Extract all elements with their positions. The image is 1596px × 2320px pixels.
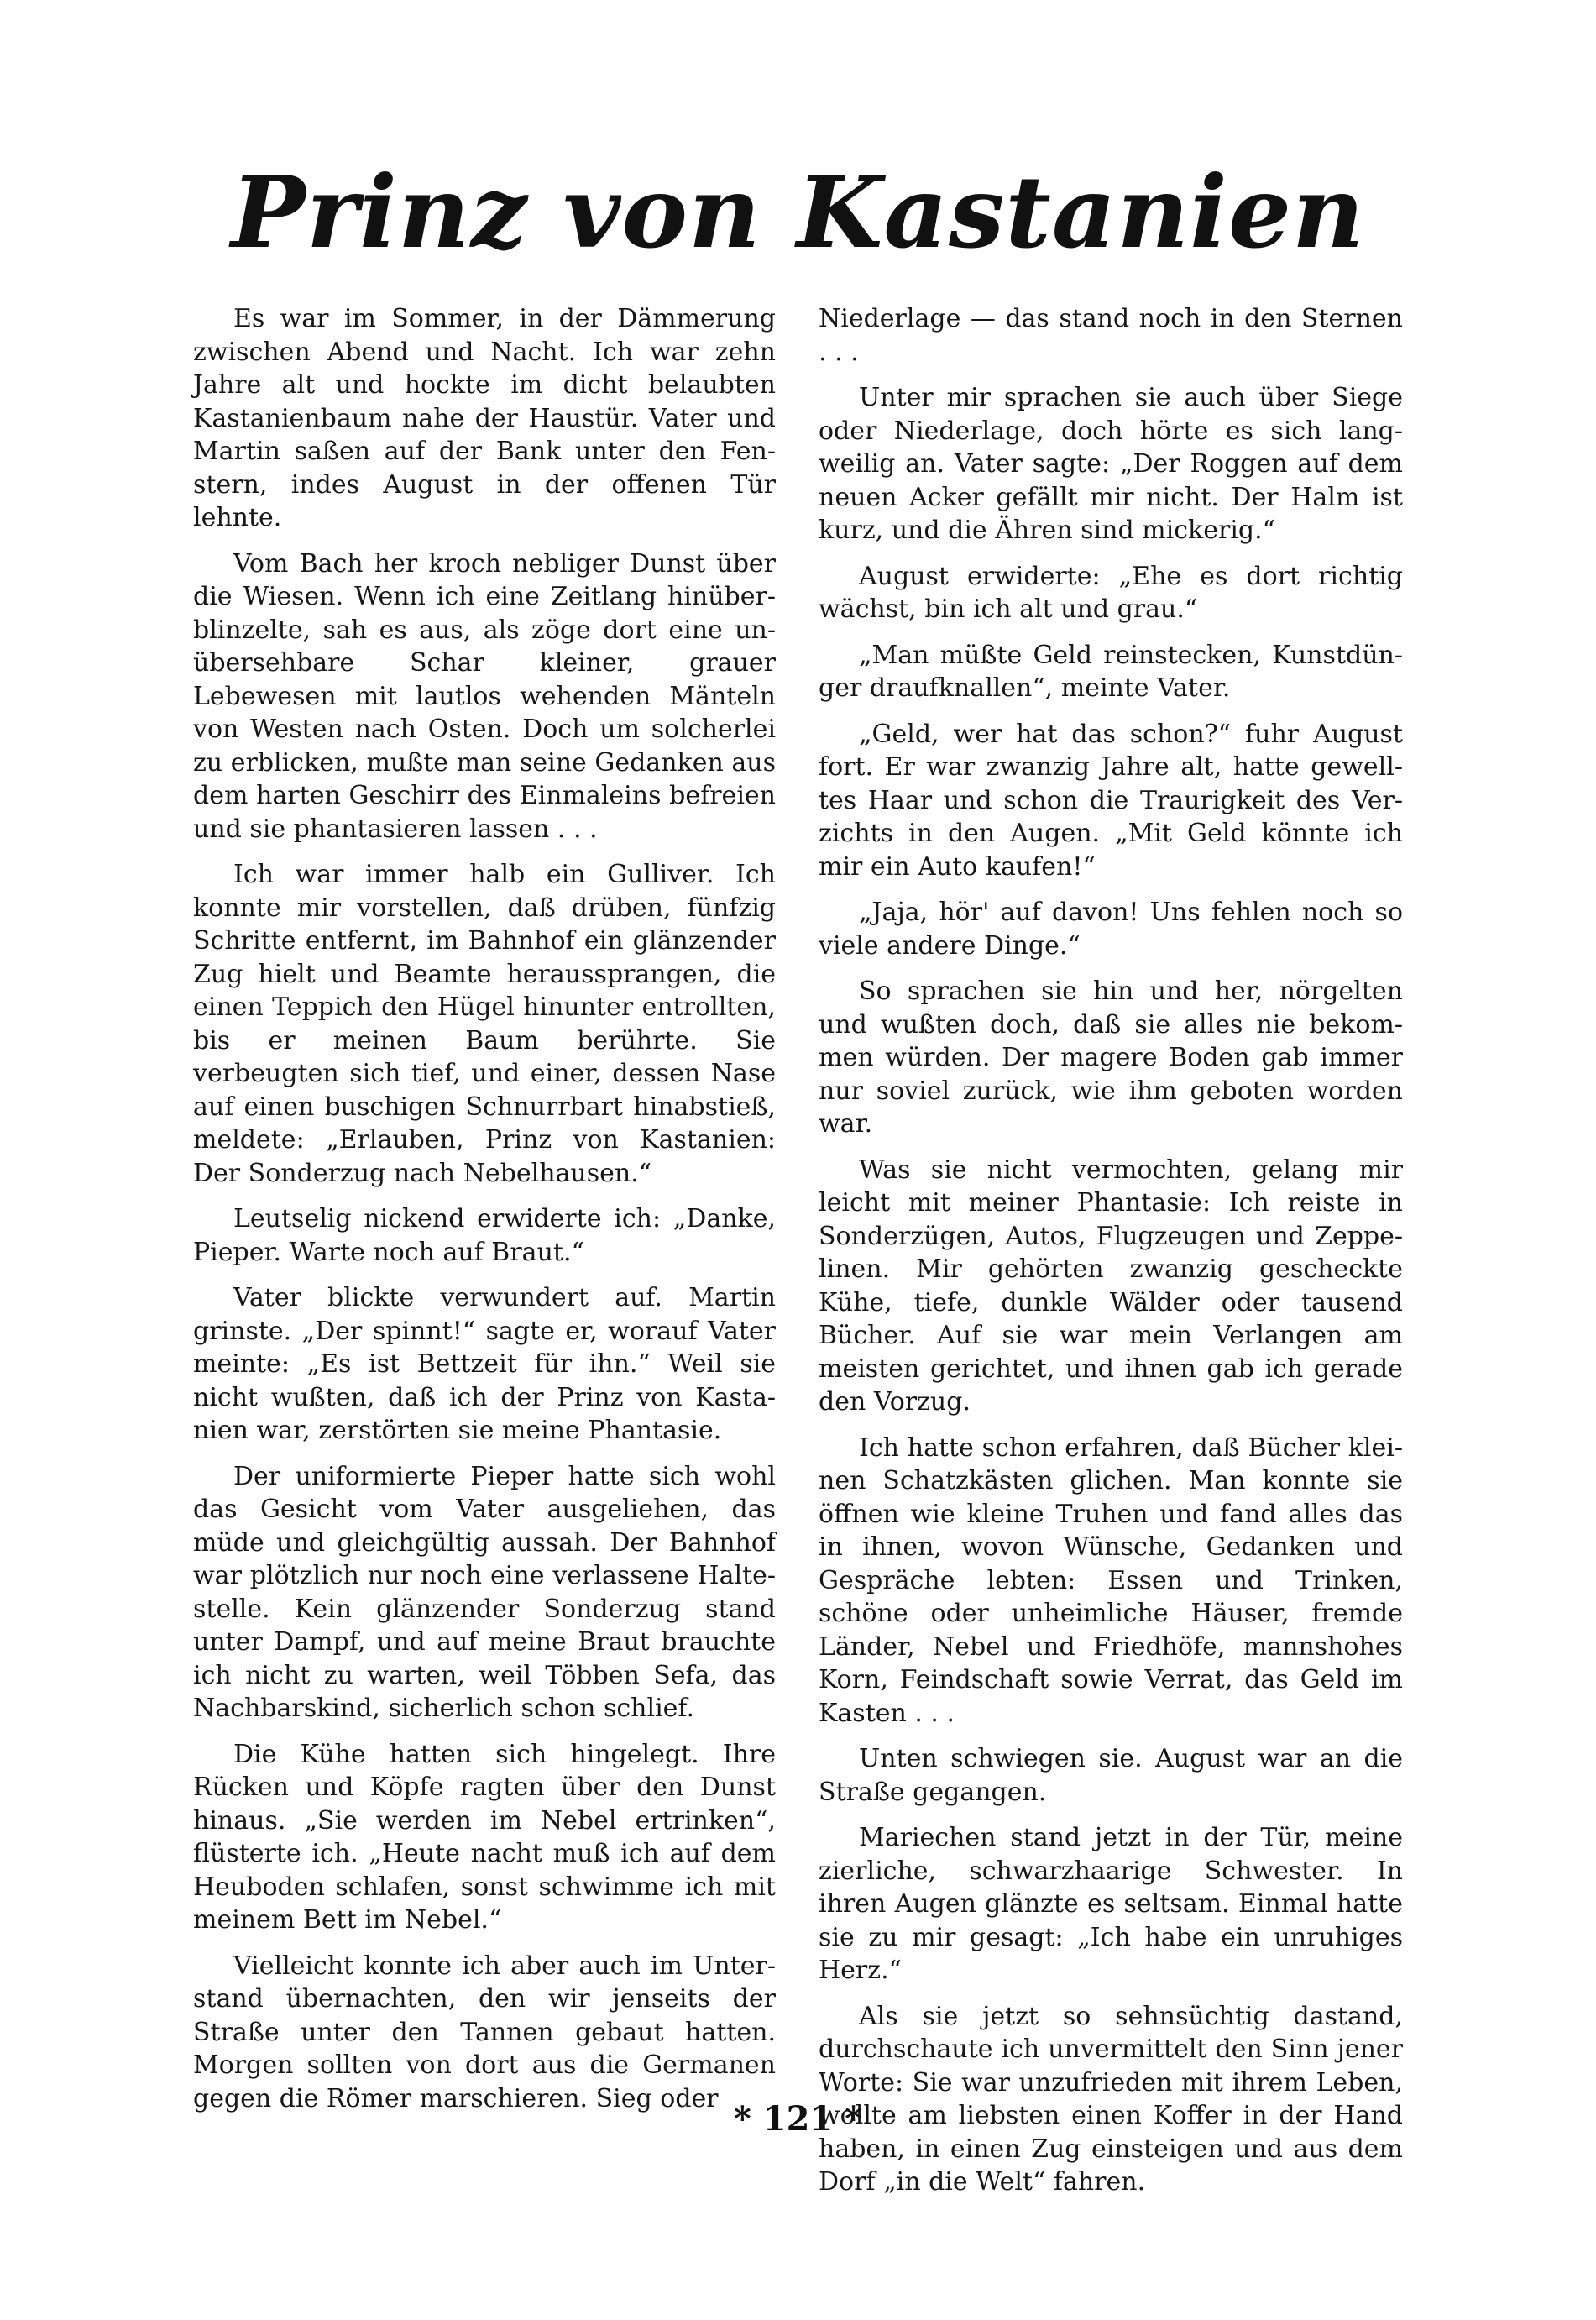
paragraph: Es war im Sommer, in der Dämmerung zwischen Abend und Nacht. Ich war zehn Jahre alt und hockte im dicht belaubten Kastanienbaum nahe der Haustür. Vater und Martin saßen auf der Bank unter den Fenstern, indes August in der offenen Tür lehnte. [193,304,776,532]
paragraph: Ich war immer halb ein Gulliver. Ich konnte mir vorstellen, daß drüben, fünfzig Schritte entfernt, im Bahnhof ein glänzender Zug hielt und Beamte heraussprangen, die einen Teppich den Hügel hinunter entrollten, bis er meinen Baum berührte. Sie verbeugten sich tief, und einer, dessen Nase auf einen buschigen Schnurrbart hinabstieß, meldete: „Erlauben, Prinz von Kastanien: Der Sonderzug nach Nebelhausen.“ [193,860,776,1188]
right-text-column [819,302,1403,2212]
page-number: * 121 * [733,2099,863,2139]
paragraph: So sprachen sie hin und her, nörgelten und wußten doch, daß sie alles nie bekommen würden. Der magere Boden gab immer nur soviel zurück, wie ihm geboten worden war. [819,977,1403,1139]
paragraph: Der uniformierte Pieper hatte sich wohl das Gesicht vom Vater ausgeliehen, das müde und gleichgültig aussah. Der Bahnhof war plötzlich nur noch eine verlassene Haltestelle. Kein glänzender Sonderzug stand unter Dampf, und auf meine Braut brauchte ich nicht zu warten, weil Többen Sefa, das Nachbarskind, sicherlich schon schlief. [193,1461,776,1723]
paragraph: Leutselig nickend erwiderte ich: „Danke, Pieper. Warte noch auf Braut.“ [193,1204,776,1267]
paragraph: Mariechen stand jetzt in der Tür, meine zierliche, schwarzhaarige Schwester. In ihren Augen glänzte es seltsam. Einmal hatte sie zu mir gesagt: „Ich habe ein unruhiges Herz.“ [819,1823,1403,1985]
paragraph: Unter mir sprachen sie auch über Siege oder Niederlage, doch hörte es sich langweilig an. Vater sagte: „Der Roggen auf dem neuen Acker gefällt mir nicht. Der Halm ist kurz, und die Ähren sind mickerig.“ [819,383,1403,545]
paragraph: „Man müßte Geld reinstecken, Kunstdünger draufknallen“, meinte Vater. [819,640,1403,703]
paragraph: Was sie nicht vermochten, gelang mir leicht mit meiner Phantasie: Ich reiste in Sonderzügen, Autos, Flugzeugen und Zeppelinen. Mir gehörten zwanzig gescheckte Kühe, tiefe, dunkle Wälder oder tausend Bücher. Auf sie war mein Verlangen am meisten gerichtet, und ihnen gab ich gerade den Vorzug. [819,1155,1403,1417]
paragraph: „Geld, wer hat das schon?“ fuhr August fort. Er war zwanzig Jahre alt, hatte gewelltes Haar und schon die Traurigkeit des Verzichts in den Augen. „Mit Geld könnte ich mir ein Auto kaufen!“ [819,719,1403,882]
paragraph: Die Kühe hatten sich hingelegt. Ihre Rücken und Köpfe ragten über den Dunst hinaus. „Sie werden im Nebel ertrinken“, flüsterte ich. „Heute nacht muß ich auf dem Heuboden schlafen, sonst schwimme ich mit meinem Bett im Nebel.“ [193,1739,776,1935]
paragraph: Vom Bach her kroch nebliger Dunst über die Wiesen. Wenn ich eine Zeitlang hinüberblinzelte, sah es aus, als zöge dort eine unübersehbare Schar kleiner, grauer Lebewesen mit lautlos wehenden Mänteln von Westen nach Osten. Doch um solcherlei zu erblicken, mußte man seine Gedanken aus dem harten Geschirr des Einmaleins befreien und sie phantasieren lassen . . . [193,548,776,844]
paragraph: Als sie jetzt so sehnsüchtig dastand, durchschaute ich unvermittelt den Sinn jener Worte: Sie war unzufrieden mit ihrem Leben, wollte am liebsten einen Koffer in der Hand haben, in einen Zug einsteigen und aus dem Dorf „in die Welt“ fahren. [819,2001,1403,2197]
paragraph: Ich hatte schon erfahren, daß Bücher kleinen Schatzkästen glichen. Man konnte sie öffnen wie kleine Truhen und fand alles das in ihnen, wovon Wünsche, Gedanken und Gespräche lebten: Essen und Trinken, schöne oder unheimliche Häuser, fremde Länder, Nebel und Friedhöfe, mannshohes Korn, Feindschaft sowie Verrat, das Geld im Kasten . . . [819,1432,1403,1728]
paragraph: Vielleicht konnte ich aber auch im Unterstand übernachten, den wir jenseits der Straße unter den Tannen gebaut hatten. Morgen sollten von dort aus die Germanen gegen die Römer marschieren. Sieg oder [193,1951,776,2113]
left-text-column [193,302,776,2128]
paragraph-continuation: Niederlage — das stand noch in den Sternen . . . [819,304,1403,367]
paragraph: Unten schwiegen sie. August war an die Straße gegangen. [819,1744,1403,1807]
paragraph: Vater blickte verwundert auf. Martin grinste. „Der spinnt!“ sagte er, worauf Vater meinte: „Es ist Bettzeit für ihn.“ Weil sie nicht wußten, daß ich der Prinz von Kastanien war, zerstörten sie meine Phantasie. [193,1283,776,1445]
paragraph: August erwiderte: „Ehe es dort richtig wächst, bin ich alt und grau.“ [819,561,1403,624]
page-title: Prinz von Kastanien [231,154,1365,270]
paragraph: „Jaja, hör' auf davon! Uns fehlen noch so viele andere Dinge.“ [819,898,1403,961]
